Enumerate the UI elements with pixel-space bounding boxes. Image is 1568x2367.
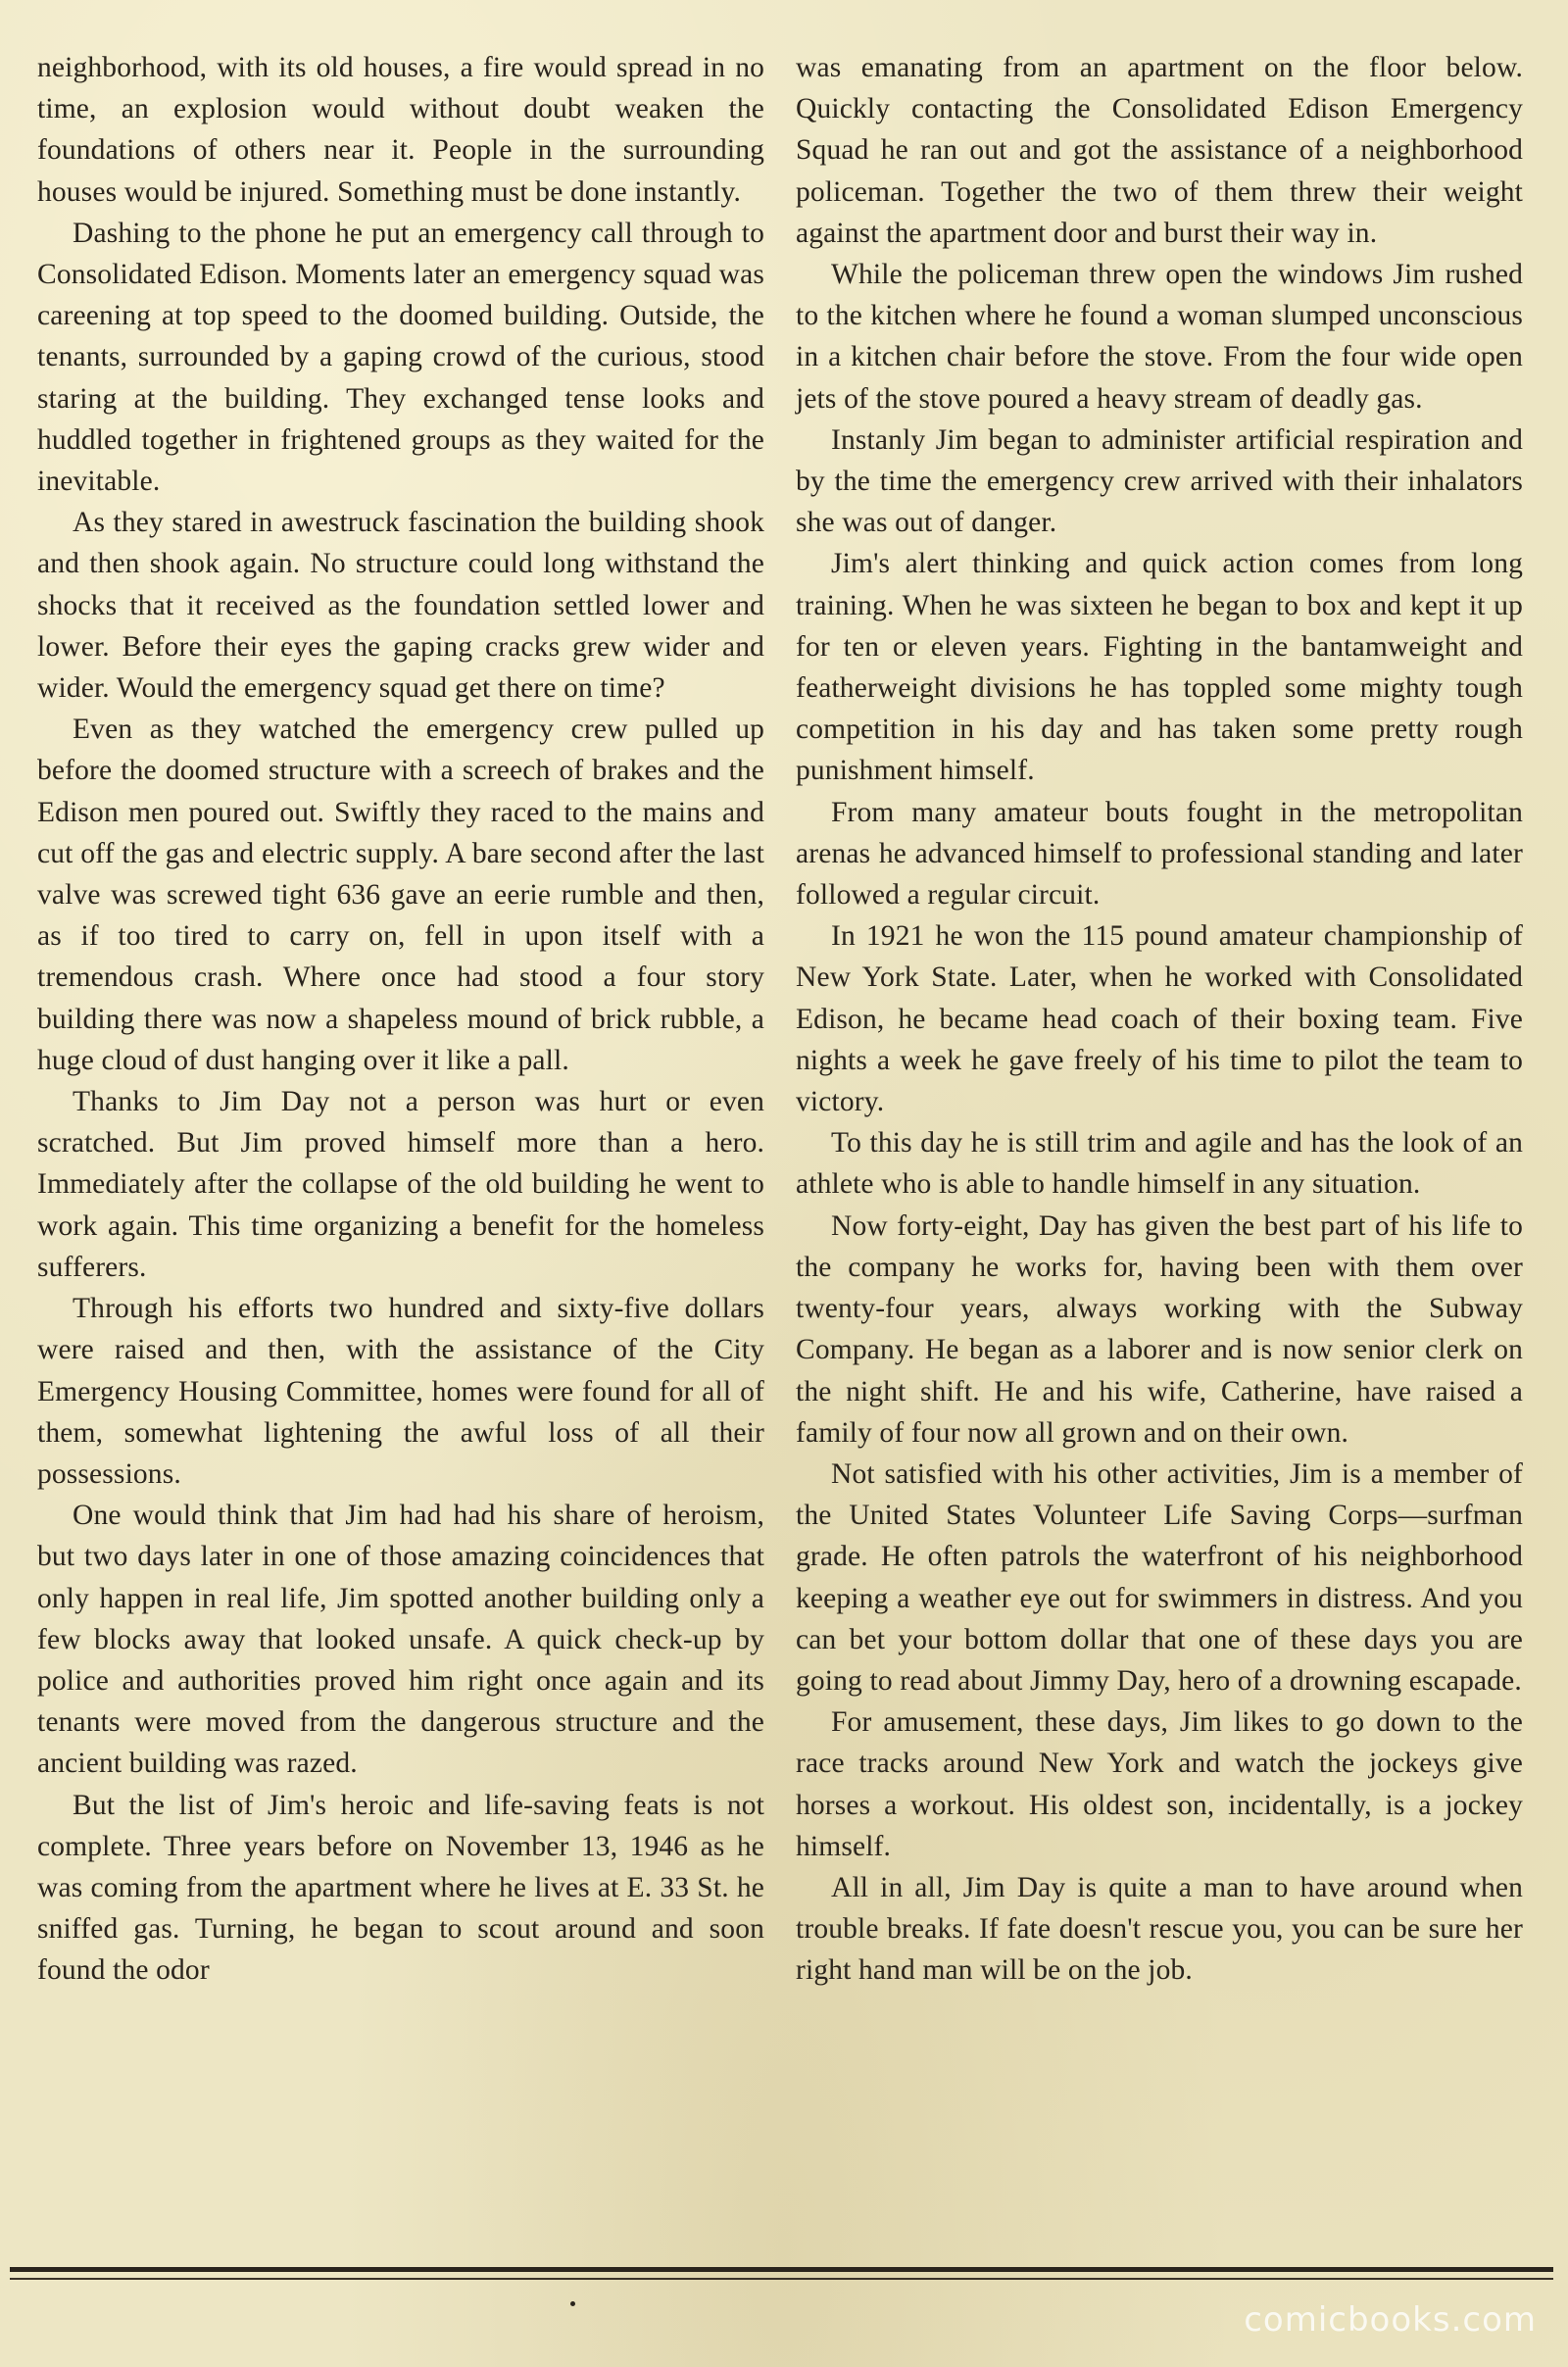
paragraph: Thanks to Jim Day not a person was hurt or even scratched. But Jim proved himself more than a hero. Immediately after the collapse of the old building he went to work again. This time organizing a benefit for the homeless sufferers. [37, 1086, 764, 1283]
paragraph: As they stared in awestruck fascination the building shook and then shook again. No structure could long withstand the shocks that it received as the foundation settled lower and lower. Before their eyes the gaping cracks grew wider and wider. Would the emergency squad get there on time? [37, 507, 764, 705]
paragraph: While the policeman threw open the windows Jim rushed to the kitchen where he found a woman slumped unconscious in a kitchen chair before the stove. From the four wide open jets of the stove poured a heavy stream of deadly gas. [796, 259, 1523, 415]
paragraph: Through his efforts two hundred and sixty-five dollars were raised and then, with the assistance of the City Emergency Housing Committee, homes were found for all of them, somewhat lightening the awful loss of all their possessions. [37, 1293, 764, 1490]
paragraph: Dashing to the phone he put an emergency call through to Consolidated Edison. Moments later an emergency squad was careening at top speed to the doomed building. Outside, the tenants, surrounded by a gaping crowd of the curious, stood staring at the building. They exchanged tense looks and huddled together in frightened groups as they waited for the inevitable. [37, 217, 764, 498]
article-column-right [796, 47, 1523, 1992]
paragraph: was emanating from an apartment on the floor below. Quickly contacting the Consolidated Edison Emergency Squad he ran out and got the assistance of a neighborhood policeman. Together the two of them threw their weight against the apartment door and burst their way in. [796, 52, 1523, 249]
paragraph: Even as they watched the emergency crew pulled up before the doomed structure with a screech of brakes and the Edison men poured out. Swiftly they raced to the mains and cut off the gas and electric supply. A bare second after the last valve was screwed tight 636 gave an eerie rumble and then, as if too tired to carry on, fell in upon itself with a tremendous crash. Where once had stood a four story building there was now a shapeless mound of brick rubble, a huge cloud of dust hanging over it like a pall. [37, 714, 764, 1076]
paragraph: Now forty-eight, Day has given the best part of his life to the company he works for, having been with them over twenty-four years, always working with the Subway Company. He began as a laborer and is now senior clerk on the night shift. He and his wife, Catherine, have raised a family of four now all grown and on their own. [796, 1209, 1523, 1449]
paragraph: Instanly Jim began to administer artificial respiration and by the time the emergency crew arrived with their inhalators she was out of danger. [796, 423, 1523, 539]
paragraph: One would think that Jim had had his share of heroism, but two days later in one of those amazing coincidences that only happen in real life, Jim spotted another building only a few blocks away that looked unsafe. A quick check-up by police and authorities proved him right once again and its tenants were moved from the dangerous structure and the ancient building was razed. [37, 1500, 764, 1780]
paragraph: For amusement, these days, Jim likes to go down to the race tracks around New York and watch the jockeys give horses a workout. His oldest son, incidentally, is a jockey himself. [796, 1706, 1523, 1862]
paragraph: To this day he is still trim and agile and has the look of an athlete who is able to handle himself in any situation. [796, 1127, 1523, 1201]
footer-rule-thick [10, 2267, 1553, 2272]
footer-rule-thin [10, 2278, 1553, 2280]
paragraph: neighborhood, with its old houses, a fire would spread in no time, an explosion would without doubt weaken the foundations of others near it. People in the surrounding houses would be injured. Something must be done instantly. [37, 52, 764, 208]
article-column-left [37, 47, 764, 1992]
paragraph: In 1921 he won the 115 pound amateur championship of New York State. Later, when he worked with Consolidated Edison, he became head coach of their boxing team. Five nights a week he gave freely of his time to pilot the team to victory. [796, 920, 1523, 1118]
paragraph: All in all, Jim Day is quite a man to have around when trouble breaks. If fate doesn't rescue you, you can be sure her right hand man will be on the job. [796, 1871, 1523, 1987]
footer-ornament-dot [570, 2301, 575, 2306]
paragraph: Not satisfied with his other activities, Jim is a member of the United States Volunteer Life Saving Corps—surfman grade. He often patrols the waterfront of his neighborhood keeping a weather eye out for swimmers in distress. And you can bet your bottom dollar that one of these days you are going to read about Jimmy Day, hero of a drowning escapade. [796, 1457, 1523, 1697]
paragraph: From many amateur bouts fought in the metropolitan arenas he advanced himself to professional standing and later followed a regular circuit. [796, 796, 1523, 912]
watermark: comicbooks.com [1244, 2300, 1537, 2340]
paragraph: But the list of Jim's heroic and life-saving feats is not complete. Three years before on November 13, 1946 as he was coming from the apartment where he lives at E. 33 St. he sniffed gas. Turning, he began to scout around and soon found the odor [37, 1789, 764, 1987]
paragraph: Jim's alert thinking and quick action comes from long training. When he was sixteen he began to box and kept it up for ten or eleven years. Fighting in the bantamweight and featherweight divisions he has toppled some mighty tough competition in his day and has taken some pretty rough punishment himself. [796, 548, 1523, 787]
